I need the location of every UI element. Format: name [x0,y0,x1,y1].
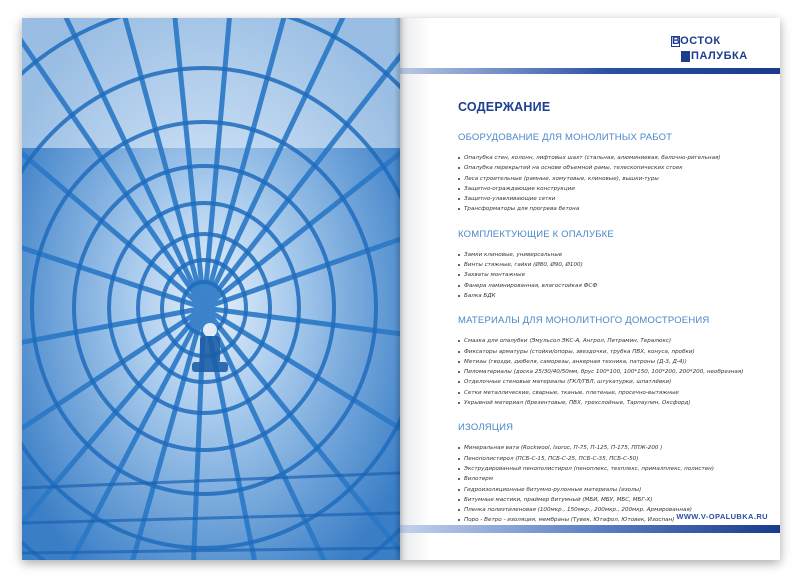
list-item: Минеральная вата (Rockwool, Isoroc, П-75, П-125, П-175, ППЖ-200 ) [458,443,768,453]
list-item: Фанера ламинированная, влагостойкая ФСФ [458,281,768,291]
toc-section [458,315,768,408]
photo-page [22,18,400,560]
toc-page [400,18,780,560]
toc-content [458,100,768,540]
list-item: Захваты монтажные [458,270,768,280]
list-item: Балка БДК [458,291,768,301]
list-item: Битумные мастики, праймер битумный (МБИ, МБУ, МБС, МБГ-Х) [458,495,768,505]
list-item: Леса строительные (рамные, хомутовые, клиновые), вышки-туры [458,174,768,184]
section-items [458,336,768,408]
footer-band [400,525,780,533]
header-band [400,68,780,74]
list-item: Поро - Ветро - изоляция, мембраны (Тувек, Ютафол, Ютовек, Изоспан) [458,515,768,525]
company-logo [672,33,768,67]
section-title: ОБОРУДОВАНИЕ ДЛЯ МОНОЛИТНЫХ РАБОТ [458,132,673,143]
list-item: Защитно-улавливающие сетки [458,194,768,204]
list-item: Трансформаторы для прогрева бетона [458,204,768,214]
list-item: Отделочные стеновые материалы (ГКЛ/ГВЛ, штукатурки, шпатлёвки) [458,377,768,387]
website-link[interactable]: WWW.V-OPALUBKA.RU [676,512,768,521]
toc-section [458,132,768,215]
list-item: Смазка для опалубки (Эмульсол ЭКС-А, Ангрол, Петрамин, Тералюкс) [458,336,768,346]
list-item: Опалубка стен, колонн, лифтовых шахт (стальная, алюминиевая, балочно-ригельная) [458,153,768,163]
brochure-spread [22,18,780,560]
list-item: Защитно-ограждающие конструкции [458,184,768,194]
section-items [458,250,768,301]
list-item: Фиксаторы арматуры (стойки/опоры, звездочки, трубка ПВХ, конуса, пробки) [458,347,768,357]
list-item: Вилотерм [458,474,768,484]
list-item: Опалубка перекрытий на основе объемной рамы, телескопических стоек [458,163,768,173]
toc-section [458,422,768,525]
section-title: МАТЕРИАЛЫ ДЛЯ МОНОЛИТНОГО ДОМОСТРОЕНИЯ [458,315,710,327]
page-title: СОДЕРЖАНИЕ [458,100,551,114]
list-item: Укрывной материал (брезентовые, ПВХ, трехслойные, Тарпаулин, Оксфорд) [458,398,768,408]
list-item: Пиломатериалы (доска 25/30/40/50мм, брус 100*100, 100*150, 100*200, 200*200, необрезная) [458,367,768,377]
list-item: Сетки металлические, сварные, тканые, плетеные, просечно-вытяжные [458,388,768,398]
list-item: Пленка полиэтиленовая (100мкр., 150мкр., 200мкр., 200мкр. Армированная) [458,505,768,515]
rebar-cage-photo [22,18,400,560]
logo-line-2: ОПАЛУБКА [682,50,748,62]
list-item: Метизы (гвозди, дюбеля, саморезы, анкерная техника, патроны (Д-3, Д-4)) [458,357,768,367]
section-title: КОМПЛЕКТУЮЩИЕ К ОПАЛУБКЕ [458,228,614,240]
list-item: Гидроизоляционные битумно-рулонные материалы (изолы) [458,485,768,495]
section-title: ИЗОЛЯЦИЯ [458,422,514,434]
logo-line-1: ВОСТОК [672,35,721,47]
list-item: Замки клиновые, универсальные [458,250,768,260]
toc-section [458,229,768,301]
list-item: Винты стяжные, гайки (Ø80, Ø90, Ø100) [458,260,768,270]
list-item: Пенополистирол (ПСБ-С-15, ПСБ-С-25, ПСБ-С-35, ПСБ-С-50) [458,454,768,464]
section-items [458,153,768,215]
list-item: Экструдированный пенополистирол (пеноплекс, техплекс, прималплекс, полистен) [458,464,768,474]
